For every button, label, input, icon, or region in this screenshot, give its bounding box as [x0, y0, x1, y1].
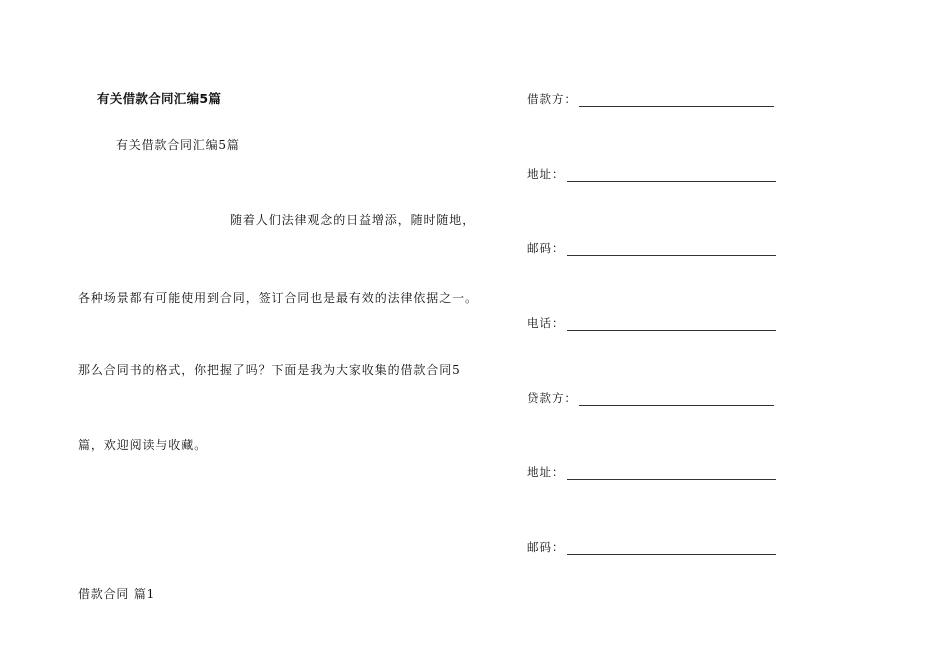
borrower-address-blank-line: [567, 169, 776, 182]
lender-postcode-blank-line: [567, 542, 776, 555]
borrower-label: 借款方：: [527, 92, 577, 106]
borrower-phone-blank-line: [567, 318, 776, 331]
intro-line-2: 各种场景都有可能使用到合同，签订合同也是最有效的法律依据之一。: [78, 291, 478, 305]
document-subtitle: 有关借款合同汇编5篇: [116, 138, 240, 152]
intro-line-1: 随着人们法律观念的日益增添，随时随地，: [230, 213, 476, 227]
borrower-blank-line: [579, 94, 774, 107]
borrower-phone-field: [527, 315, 776, 331]
lender-label: 贷款方：: [527, 391, 577, 405]
borrower-address-label: 地址：: [527, 167, 565, 181]
borrower-field: [527, 91, 774, 107]
lender-postcode-label: 邮码：: [527, 540, 565, 554]
lender-address-field: [527, 464, 776, 480]
borrower-postcode-label: 邮码：: [527, 241, 565, 255]
lender-address-blank-line: [567, 467, 776, 480]
section-heading: 借款合同 篇1: [78, 587, 156, 601]
borrower-postcode-field: [527, 240, 776, 256]
lender-postcode-field: [527, 539, 776, 555]
lender-field: [527, 390, 774, 406]
intro-line-4: 篇，欢迎阅读与收藏。: [78, 438, 208, 452]
borrower-address-field: [527, 166, 776, 182]
borrower-postcode-blank-line: [567, 243, 776, 256]
borrower-phone-label: 电话：: [527, 316, 565, 330]
lender-blank-line: [579, 393, 774, 406]
document-title: 有关借款合同汇编5篇: [97, 91, 222, 106]
lender-address-label: 地址：: [527, 465, 565, 479]
intro-line-3: 那么合同书的格式，你把握了吗？下面是我为大家收集的借款合同5: [78, 363, 461, 377]
